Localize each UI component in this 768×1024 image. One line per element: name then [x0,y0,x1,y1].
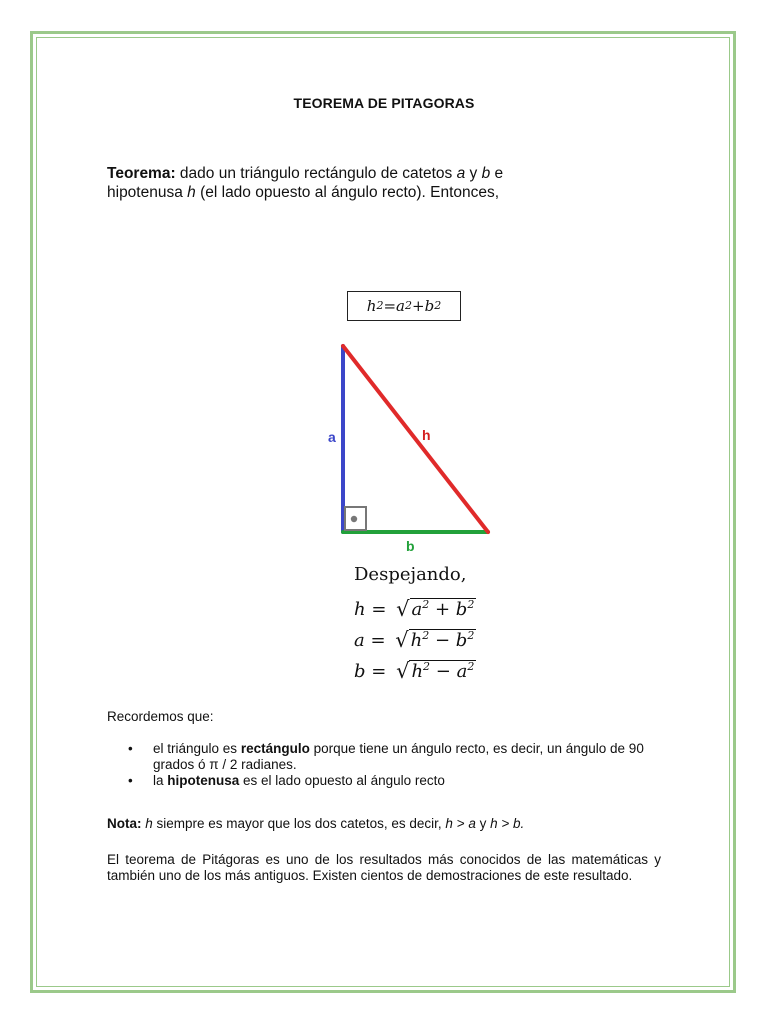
equation-h: h = √ $a^2 + b^2$ [354,597,475,621]
intro-text-3: hipotenusa [107,184,188,201]
nota-y: y [475,816,491,831]
nota-label: Nota: [107,816,142,831]
eq-lhs: a [354,630,365,651]
bullet-text: porque tiene un ángulo recto, es decir, un ángulo de 90 grados ó π / 2 radianes. [153,741,644,772]
bullet-item-rectangulo [128,741,663,773]
bullet-item-hipotenusa [128,773,663,789]
formula-a: a [396,297,405,315]
right-angle-dot [351,516,357,522]
nota-h: h [145,816,153,831]
eq-exp-2: 2 [467,660,475,673]
equation-a: a = √ $h^2 - b^2$ [354,628,475,652]
solved-equations [354,594,476,687]
eq-term-1: a [411,599,423,620]
nota-text: siempre es mayor que los dos catetos, es decir, [152,816,446,831]
var-h: h [187,184,196,201]
bullet-text: el triángulo es [153,741,241,756]
formula-h: h [366,297,377,315]
intro-text-2: e [490,165,504,182]
nota [107,816,524,832]
eq-lhs: h [354,599,366,620]
eq-term-2: a [456,661,468,682]
page-title: TEOREMA DE PITAGORAS [293,95,475,111]
var-a: a [456,165,466,182]
formula-plus: + [412,297,425,315]
eq-term-1: h [410,630,423,651]
eq-exp-2: 2 [467,629,475,642]
equation-b: b = √ $h^2 - a^2$ [354,659,475,683]
closing-paragraph: El teorema de Pitágoras es uno de los resultados más conocidos de las matemáticas y también uno de los más antiguos. Existen cientos de demostraciones de este resultado. [107,852,661,883]
bullet-bold: hipotenusa [167,773,240,788]
eq-op: + [429,599,456,620]
intro-text-y: y [465,165,482,182]
eq-op: − [430,661,457,682]
bullet-list [128,741,663,789]
label-h: h [422,427,431,443]
eq-op: − [429,630,456,651]
formula-eq: = [383,297,397,315]
sqrt: √ $a^2 + b^2$ [396,597,475,621]
hypotenuse-line [343,346,488,532]
bullet-bold: rectángulo [240,741,310,756]
right-triangle-diagram [320,335,510,557]
theorem-label: Teorema: [107,165,176,182]
recordemos-heading: Recordemos que: [107,709,214,724]
eq-term-2: b [455,599,468,620]
eq-exp-1: 2 [422,598,430,611]
eq-exp-1: 2 [422,629,430,642]
bullet-text: es el lado opuesto al ángulo recto [239,773,445,788]
nota-cond-1: h > a [445,816,476,831]
eq-term-1: h [411,661,424,682]
sqrt: √ $h^2 - a^2$ [396,659,475,683]
eq-exp-1: 2 [423,660,431,673]
eq-lhs: b [354,661,366,682]
label-a: a [328,429,336,445]
eq-exp-2: 2 [467,598,475,611]
var-b: b [481,165,491,182]
eq-term-2: b [455,630,468,651]
sqrt: √ $h^2 - b^2$ [395,628,475,652]
intro-text-1: dado un triángulo rectángulo de catetos [175,165,457,182]
despejando-label: Despejando, [354,564,467,585]
pythagorean-formula: h 2 = a 2 + b 2 [347,291,461,321]
formula-b: b [424,297,435,315]
label-b: b [406,538,415,554]
nota-cond-2: h > b. [490,816,525,831]
intro-text-4: (el lado opuesto al ángulo recto). Entonces, [195,184,500,201]
theorem-statement [107,164,577,202]
bullet-text: la [153,773,168,788]
